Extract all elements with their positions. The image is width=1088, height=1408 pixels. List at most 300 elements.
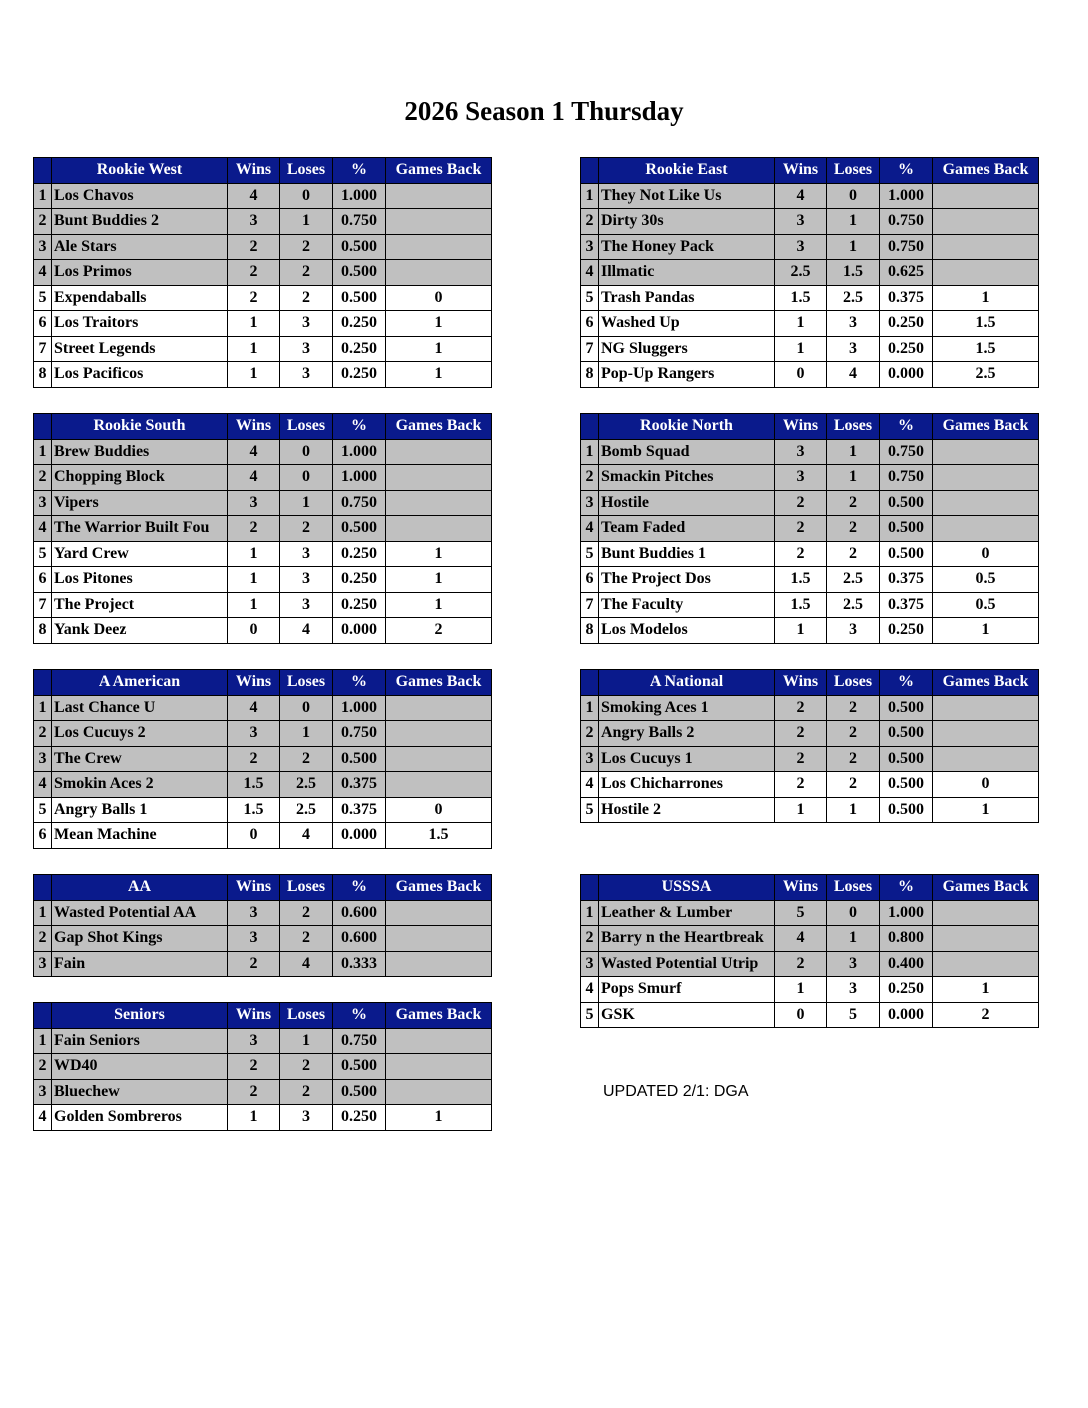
table-row <box>34 541 492 567</box>
table-row <box>34 823 492 849</box>
pct-cell: 1.000 <box>333 465 386 491</box>
header-loses: Loses <box>280 875 333 901</box>
wins-cell: 1 <box>228 311 280 337</box>
rank-cell: 5 <box>34 541 52 567</box>
wins-cell: 2 <box>775 721 827 747</box>
wins-cell: 1.5 <box>775 567 827 593</box>
games-back-cell: 2 <box>933 1002 1039 1028</box>
games-back-cell: 1 <box>933 977 1039 1003</box>
header-rank-blank <box>34 670 52 696</box>
table-row <box>581 977 1039 1003</box>
table-row <box>581 797 1039 823</box>
table-row <box>34 900 492 926</box>
pct-cell: 0.000 <box>880 1002 933 1028</box>
table-row <box>34 465 492 491</box>
team-name-cell: GSK <box>599 1002 775 1028</box>
games-back-cell <box>933 926 1039 952</box>
team-name-cell: Expendaballs <box>52 285 228 311</box>
loses-cell: 0 <box>280 695 333 721</box>
games-back-cell <box>386 465 492 491</box>
loses-cell: 2 <box>280 234 333 260</box>
wins-cell: 1 <box>228 567 280 593</box>
team-name-cell: Pops Smurf <box>599 977 775 1003</box>
team-name-cell: Bunt Buddies 1 <box>599 541 775 567</box>
games-back-cell <box>933 183 1039 209</box>
rank-cell: 1 <box>34 439 52 465</box>
rank-cell: 1 <box>581 900 599 926</box>
games-back-cell: 1 <box>933 285 1039 311</box>
loses-cell: 0 <box>280 439 333 465</box>
loses-cell: 4 <box>827 362 880 388</box>
loses-cell: 0 <box>827 183 880 209</box>
table-row <box>581 490 1039 516</box>
games-back-cell: 1 <box>386 592 492 618</box>
pct-cell: 0.600 <box>333 926 386 952</box>
rank-cell: 1 <box>581 439 599 465</box>
rank-cell: 3 <box>34 234 52 260</box>
rank-cell: 6 <box>34 311 52 337</box>
pct-cell: 1.000 <box>880 900 933 926</box>
header-rank-blank <box>34 158 52 184</box>
wins-cell: 4 <box>228 465 280 491</box>
table-row <box>34 567 492 593</box>
table-row <box>34 1079 492 1105</box>
header-loses: Loses <box>280 158 333 184</box>
pct-cell: 0.250 <box>333 362 386 388</box>
pct-cell: 0.250 <box>333 592 386 618</box>
loses-cell: 3 <box>827 336 880 362</box>
table-row <box>581 721 1039 747</box>
pct-cell: 0.750 <box>333 721 386 747</box>
pct-cell: 0.500 <box>333 260 386 286</box>
wins-cell: 2 <box>775 746 827 772</box>
standings-table-aa <box>33 874 492 977</box>
team-name-cell: The Honey Pack <box>599 234 775 260</box>
pct-cell: 0.250 <box>333 567 386 593</box>
team-name-cell: Smoking Aces 1 <box>599 695 775 721</box>
pct-cell: 0.500 <box>333 516 386 542</box>
games-back-cell: 0 <box>386 285 492 311</box>
wins-cell: 0 <box>775 362 827 388</box>
header-wins: Wins <box>228 875 280 901</box>
team-name-cell: They Not Like Us <box>599 183 775 209</box>
wins-cell: 1 <box>775 336 827 362</box>
pct-cell: 0.000 <box>880 362 933 388</box>
wins-cell: 5 <box>775 900 827 926</box>
games-back-cell <box>933 234 1039 260</box>
pct-cell: 0.375 <box>880 285 933 311</box>
standings-table-a-american <box>33 669 492 849</box>
table-row <box>34 183 492 209</box>
wins-cell: 3 <box>775 209 827 235</box>
header-pct: % <box>333 670 386 696</box>
loses-cell: 3 <box>827 951 880 977</box>
table-header-row <box>34 414 492 440</box>
table-row <box>34 209 492 235</box>
rank-cell: 2 <box>581 926 599 952</box>
wins-cell: 0 <box>228 823 280 849</box>
header-loses: Loses <box>827 875 880 901</box>
table-row <box>34 362 492 388</box>
rank-cell: 1 <box>34 695 52 721</box>
loses-cell: 4 <box>280 618 333 644</box>
header-pct: % <box>880 875 933 901</box>
loses-cell: 1 <box>827 465 880 491</box>
wins-cell: 2 <box>228 951 280 977</box>
rank-cell: 7 <box>34 336 52 362</box>
pct-cell: 1.000 <box>880 183 933 209</box>
header-pct: % <box>880 670 933 696</box>
rank-cell: 3 <box>34 746 52 772</box>
games-back-cell: 0 <box>386 797 492 823</box>
rank-cell: 2 <box>581 721 599 747</box>
loses-cell: 2 <box>280 926 333 952</box>
table-header-row <box>581 158 1039 184</box>
team-name-cell: WD40 <box>52 1054 228 1080</box>
loses-cell: 2 <box>280 1079 333 1105</box>
division-name: Rookie North <box>599 414 775 440</box>
rank-cell: 4 <box>34 1105 52 1131</box>
pct-cell: 0.750 <box>880 465 933 491</box>
table-header-row <box>581 875 1039 901</box>
games-back-cell <box>386 926 492 952</box>
team-name-cell: Los Cucuys 1 <box>599 746 775 772</box>
wins-cell: 4 <box>228 183 280 209</box>
wins-cell: 3 <box>228 900 280 926</box>
pct-cell: 0.375 <box>333 797 386 823</box>
header-games-back: Games Back <box>933 158 1039 184</box>
table-row <box>581 336 1039 362</box>
header-wins: Wins <box>775 158 827 184</box>
games-back-cell <box>386 1079 492 1105</box>
division-name: A National <box>599 670 775 696</box>
wins-cell: 0 <box>775 1002 827 1028</box>
division-name: Rookie West <box>52 158 228 184</box>
table-row <box>34 926 492 952</box>
header-games-back: Games Back <box>933 875 1039 901</box>
rank-cell: 3 <box>581 490 599 516</box>
wins-cell: 1 <box>228 362 280 388</box>
games-back-cell <box>933 439 1039 465</box>
loses-cell: 1 <box>827 797 880 823</box>
header-loses: Loses <box>280 670 333 696</box>
team-name-cell: Fain <box>52 951 228 977</box>
table-row <box>581 260 1039 286</box>
games-back-cell <box>386 516 492 542</box>
table-row <box>34 516 492 542</box>
table-row <box>34 1028 492 1054</box>
wins-cell: 2 <box>775 695 827 721</box>
wins-cell: 3 <box>775 234 827 260</box>
games-back-cell: 1 <box>386 362 492 388</box>
team-name-cell: Smokin Aces 2 <box>52 772 228 798</box>
table-row <box>34 490 492 516</box>
pct-cell: 1.000 <box>333 439 386 465</box>
team-name-cell: The Project Dos <box>599 567 775 593</box>
table-header-row <box>34 670 492 696</box>
games-back-cell <box>933 721 1039 747</box>
team-name-cell: The Faculty <box>599 592 775 618</box>
games-back-cell: 2.5 <box>933 362 1039 388</box>
pct-cell: 0.500 <box>880 721 933 747</box>
loses-cell: 2 <box>827 695 880 721</box>
loses-cell: 3 <box>827 618 880 644</box>
team-name-cell: Angry Balls 2 <box>599 721 775 747</box>
loses-cell: 2 <box>280 746 333 772</box>
team-name-cell: Los Chicharrones <box>599 772 775 798</box>
pct-cell: 0.333 <box>333 951 386 977</box>
rank-cell: 7 <box>34 592 52 618</box>
standings-table-seniors <box>33 1002 492 1131</box>
team-name-cell: Pop-Up Rangers <box>599 362 775 388</box>
header-games-back: Games Back <box>933 670 1039 696</box>
rank-cell: 5 <box>34 285 52 311</box>
table-row <box>34 285 492 311</box>
games-back-cell <box>386 746 492 772</box>
team-name-cell: Los Cucuys 2 <box>52 721 228 747</box>
pct-cell: 0.750 <box>333 209 386 235</box>
loses-cell: 2 <box>280 260 333 286</box>
pct-cell: 0.000 <box>333 823 386 849</box>
loses-cell: 1 <box>280 721 333 747</box>
standings-table-rookie-west <box>33 157 492 388</box>
games-back-cell: 1 <box>386 541 492 567</box>
pct-cell: 0.400 <box>880 951 933 977</box>
team-name-cell: Los Primos <box>52 260 228 286</box>
wins-cell: 3 <box>228 209 280 235</box>
team-name-cell: Wasted Potential AA <box>52 900 228 926</box>
table-row <box>34 951 492 977</box>
loses-cell: 2.5 <box>827 285 880 311</box>
header-games-back: Games Back <box>386 1003 492 1029</box>
games-back-cell <box>933 516 1039 542</box>
loses-cell: 0 <box>280 183 333 209</box>
pct-cell: 0.500 <box>880 797 933 823</box>
rank-cell: 6 <box>581 567 599 593</box>
team-name-cell: Yard Crew <box>52 541 228 567</box>
page-title: 2026 Season 1 Thursday <box>404 96 684 126</box>
pct-cell: 0.375 <box>880 567 933 593</box>
team-name-cell: Barry n the Heartbreak <box>599 926 775 952</box>
loses-cell: 3 <box>280 567 333 593</box>
rank-cell: 3 <box>581 746 599 772</box>
loses-cell: 5 <box>827 1002 880 1028</box>
header-rank-blank <box>581 875 599 901</box>
games-back-cell <box>386 260 492 286</box>
team-name-cell: Trash Pandas <box>599 285 775 311</box>
rank-cell: 7 <box>581 592 599 618</box>
loses-cell: 4 <box>280 951 333 977</box>
pct-cell: 0.750 <box>880 439 933 465</box>
rank-cell: 2 <box>34 209 52 235</box>
team-name-cell: Los Pitones <box>52 567 228 593</box>
games-back-cell <box>386 1028 492 1054</box>
table-header-row <box>34 158 492 184</box>
wins-cell: 1 <box>775 977 827 1003</box>
team-name-cell: Los Chavos <box>52 183 228 209</box>
header-games-back: Games Back <box>386 670 492 696</box>
loses-cell: 3 <box>280 541 333 567</box>
table-row <box>34 1054 492 1080</box>
pct-cell: 0.750 <box>880 234 933 260</box>
rank-cell: 4 <box>34 516 52 542</box>
wins-cell: 2 <box>228 260 280 286</box>
table-row <box>581 209 1039 235</box>
rank-cell: 4 <box>34 260 52 286</box>
table-row <box>581 695 1039 721</box>
header-rank-blank <box>581 414 599 440</box>
wins-cell: 2 <box>775 772 827 798</box>
table-row <box>34 618 492 644</box>
pct-cell: 0.250 <box>880 336 933 362</box>
wins-cell: 1 <box>228 1105 280 1131</box>
loses-cell: 1 <box>280 209 333 235</box>
loses-cell: 2 <box>280 1054 333 1080</box>
header-rank-blank <box>34 875 52 901</box>
rank-cell: 5 <box>581 797 599 823</box>
rank-cell: 3 <box>34 490 52 516</box>
games-back-cell <box>933 260 1039 286</box>
header-wins: Wins <box>228 414 280 440</box>
table-row <box>34 772 492 798</box>
header-rank-blank <box>34 414 52 440</box>
wins-cell: 1 <box>228 592 280 618</box>
team-name-cell: Chopping Block <box>52 465 228 491</box>
team-name-cell: Angry Balls 1 <box>52 797 228 823</box>
rank-cell: 5 <box>581 1002 599 1028</box>
team-name-cell: Smackin Pitches <box>599 465 775 491</box>
rank-cell: 2 <box>34 721 52 747</box>
table-header-row <box>34 1003 492 1029</box>
standings-table-a-national <box>580 669 1039 823</box>
table-row <box>581 900 1039 926</box>
header-loses: Loses <box>280 1003 333 1029</box>
header-loses: Loses <box>827 414 880 440</box>
table-row <box>34 260 492 286</box>
team-name-cell: Washed Up <box>599 311 775 337</box>
rank-cell: 2 <box>34 465 52 491</box>
pct-cell: 0.375 <box>333 772 386 798</box>
header-games-back: Games Back <box>933 414 1039 440</box>
rank-cell: 5 <box>581 541 599 567</box>
pct-cell: 0.500 <box>880 541 933 567</box>
rank-cell: 1 <box>34 183 52 209</box>
loses-cell: 1 <box>280 490 333 516</box>
pct-cell: 0.600 <box>333 900 386 926</box>
rank-cell: 5 <box>34 797 52 823</box>
division-name: Rookie South <box>52 414 228 440</box>
pct-cell: 0.250 <box>333 336 386 362</box>
pct-cell: 0.500 <box>880 490 933 516</box>
wins-cell: 1 <box>775 311 827 337</box>
games-back-cell: 1 <box>933 618 1039 644</box>
wins-cell: 1 <box>775 618 827 644</box>
rank-cell: 3 <box>34 951 52 977</box>
table-row <box>34 336 492 362</box>
table-row <box>34 439 492 465</box>
table-row <box>581 592 1039 618</box>
loses-cell: 2 <box>827 746 880 772</box>
loses-cell: 1 <box>280 1028 333 1054</box>
loses-cell: 2.5 <box>827 592 880 618</box>
wins-cell: 3 <box>228 1028 280 1054</box>
loses-cell: 3 <box>280 362 333 388</box>
header-pct: % <box>333 875 386 901</box>
header-rank-blank <box>581 158 599 184</box>
team-name-cell: Los Modelos <box>599 618 775 644</box>
header-wins: Wins <box>228 158 280 184</box>
loses-cell: 2 <box>280 285 333 311</box>
games-back-cell: 1 <box>386 311 492 337</box>
pct-cell: 0.750 <box>333 1028 386 1054</box>
team-name-cell: Brew Buddies <box>52 439 228 465</box>
rank-cell: 2 <box>34 926 52 952</box>
games-back-cell: 0.5 <box>933 567 1039 593</box>
wins-cell: 2 <box>775 490 827 516</box>
pct-cell: 0.500 <box>880 746 933 772</box>
loses-cell: 2.5 <box>827 567 880 593</box>
games-back-cell: 1.5 <box>933 336 1039 362</box>
wins-cell: 2 <box>228 234 280 260</box>
header-wins: Wins <box>775 414 827 440</box>
team-name-cell: Bluechew <box>52 1079 228 1105</box>
wins-cell: 4 <box>775 183 827 209</box>
team-name-cell: Hostile <box>599 490 775 516</box>
games-back-cell: 0 <box>933 541 1039 567</box>
team-name-cell: Street Legends <box>52 336 228 362</box>
table-row <box>34 311 492 337</box>
team-name-cell: Hostile 2 <box>599 797 775 823</box>
rank-cell: 8 <box>581 362 599 388</box>
loses-cell: 3 <box>827 977 880 1003</box>
table-row <box>581 926 1039 952</box>
division-name: AA <box>52 875 228 901</box>
rank-cell: 8 <box>34 362 52 388</box>
wins-cell: 2 <box>228 285 280 311</box>
table-row <box>581 285 1039 311</box>
games-back-cell <box>386 695 492 721</box>
loses-cell: 0 <box>827 900 880 926</box>
rank-cell: 1 <box>581 183 599 209</box>
games-back-cell: 1.5 <box>386 823 492 849</box>
wins-cell: 1.5 <box>775 592 827 618</box>
wins-cell: 3 <box>228 926 280 952</box>
games-back-cell <box>386 209 492 235</box>
team-name-cell: The Warrior Built Fou <box>52 516 228 542</box>
loses-cell: 1 <box>827 926 880 952</box>
header-wins: Wins <box>775 670 827 696</box>
table-header-row <box>581 414 1039 440</box>
wins-cell: 2 <box>228 1054 280 1080</box>
table-row <box>581 567 1039 593</box>
pct-cell: 0.500 <box>333 285 386 311</box>
loses-cell: 2 <box>280 900 333 926</box>
table-row <box>581 311 1039 337</box>
header-loses: Loses <box>280 414 333 440</box>
games-back-cell: 2 <box>386 618 492 644</box>
team-name-cell: Golden Sombreros <box>52 1105 228 1131</box>
division-name: Seniors <box>52 1003 228 1029</box>
team-name-cell: The Crew <box>52 746 228 772</box>
wins-cell: 3 <box>228 490 280 516</box>
rank-cell: 5 <box>581 285 599 311</box>
rank-cell: 1 <box>34 900 52 926</box>
table-row <box>34 721 492 747</box>
rank-cell: 7 <box>581 336 599 362</box>
pct-cell: 0.500 <box>880 772 933 798</box>
loses-cell: 2 <box>827 721 880 747</box>
wins-cell: 3 <box>228 721 280 747</box>
